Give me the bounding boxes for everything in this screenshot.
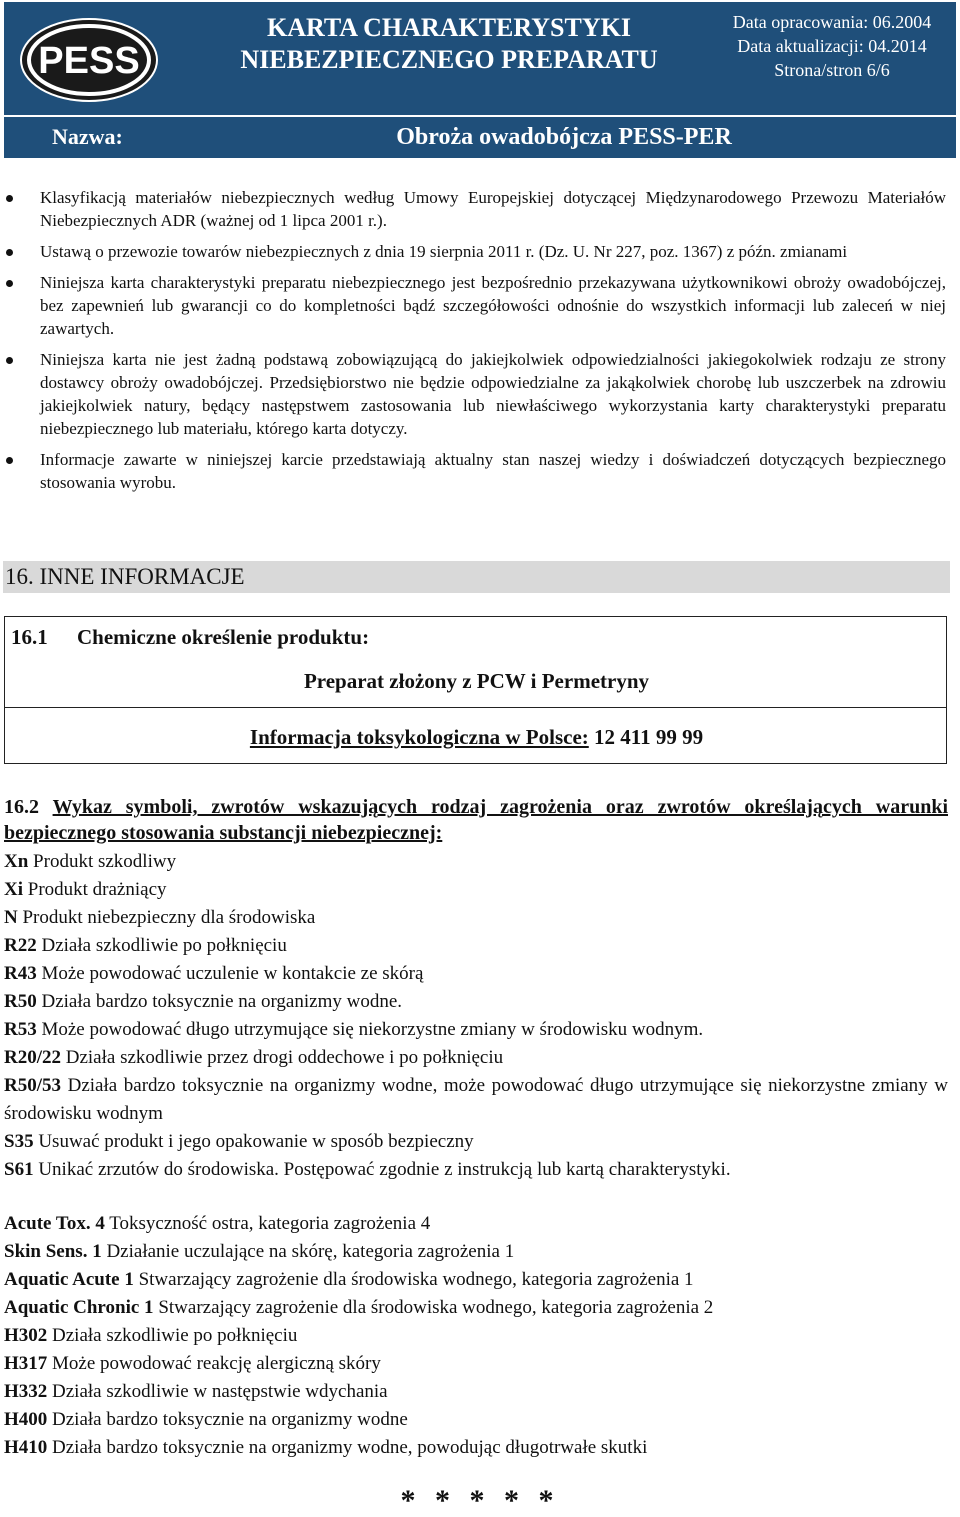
- phrase-row: R53 Może powodować długo utrzymujące się niekorzystne zmiany w środowisku wodnym.: [4, 1019, 704, 1040]
- document-title: [214, 12, 684, 76]
- phrase-row: N Produkt niebezpieczny dla środowiska: [4, 907, 316, 928]
- hazard-row: H410 Działa bardzo toksycznie na organizmy wodne, powodując długotrwałe skutki: [4, 1437, 648, 1458]
- chemical-description: Preparat złożony z PCW i Permetryny: [303, 669, 650, 693]
- hazard-row: H400 Działa bardzo toksycznie na organizmy wodne: [4, 1409, 408, 1430]
- phrase-row: S35 Usuwać produkt i jego opakowanie w sposób bezpieczny: [4, 1131, 474, 1152]
- hazard-row: Acute Tox. 4 Toksyczność ostra, kategoria zagrożenia 4: [4, 1213, 431, 1234]
- subsection-title: Wykaz symboli, zwrotów wskazujących rodzaj zagrożenia oraz zwrotów określających warunki bezpiecznego stosowania substancji niebezpiecznej:: [4, 796, 949, 844]
- phrase-row: R50 Działa bardzo toksycznie na organizmy wodne.: [4, 991, 403, 1012]
- section-16-heading: 16. INNE INFORMACJE: [3, 561, 950, 593]
- bullet-icon: [6, 249, 13, 256]
- header-top: [4, 2, 956, 114]
- hazard-row: H302 Działa szkodliwie po połknięciu: [4, 1325, 298, 1346]
- toxicology-info: [5, 725, 948, 750]
- phrase-row: R50/53 Działa bardzo toksycznie na organizmy wodne, może powodować długo utrzymujące się niekorzystne zmiany w środowisku wodnym: [4, 1075, 948, 1124]
- list-item: Niniejsza karta nie jest żadną podstawą zobowiązującą do jakiejkolwiek odpowiedzialności jakiegokolwiek rodzaju ze strony dostawcy obroży owadobójczej. Przedsiębiorstwo nie będzie odpowiedzialne za jakąkolwiek chorobę lub uszczerbek na zdrowiu jakiejkolwiek natury, będący następstwem zastosowania lub niewłaściwego wykorzystania karty charakterystyki preparatu niebezpiecznego lub materiału, którego karta dotyczy.: [0, 348, 960, 440]
- end-of-document-mark: * * * * *: [400, 1484, 560, 1517]
- bullet-icon: [6, 195, 13, 202]
- header-divider: [4, 115, 956, 117]
- page-number: Strona/stron 6/6: [774, 60, 890, 80]
- product-name: Obroża owadobójcza PESS-PER: [396, 124, 732, 150]
- phrase-row: S61 Unikać zrzutów do środowiska. Postępować zgodnie z instrukcją lub kartą charakterystyki.: [4, 1159, 731, 1180]
- svg-text:PESS: PESS: [38, 40, 140, 82]
- document-meta: [716, 10, 948, 82]
- toxicology-phone: 12 411 99 99: [594, 725, 704, 749]
- list-item: Informacje zawarte w niniejszej karcie przedstawiają aktualny stan naszej wiedzy i doświadczeń dotyczących bezpiecznego stosowania wyrobu.: [0, 448, 960, 494]
- box-divider: [5, 707, 946, 708]
- hazard-row: Aquatic Acute 1 Stwarzający zagrożenie dla środowiska wodnego, kategoria zagrożenia 1: [4, 1269, 694, 1290]
- date-updated: Data aktualizacji: 04.2014: [737, 36, 927, 56]
- phrase-row: Xn Produkt szkodliwy: [4, 851, 177, 872]
- document-header: [4, 2, 956, 158]
- regulations-list: [0, 186, 960, 502]
- bullet-icon: [6, 357, 13, 364]
- subsection-number: 16.1: [11, 625, 48, 649]
- bullet-icon: [6, 280, 13, 287]
- phrase-row: R22 Działa szkodliwie po połknięciu: [4, 935, 287, 956]
- product-identification-box: [4, 616, 947, 764]
- subsection-16-1-heading: [11, 625, 369, 650]
- hazard-row: H332 Działa szkodliwie w następstwie wdychania: [4, 1381, 388, 1402]
- subsection-16-2-heading: [4, 794, 948, 846]
- name-label: Nazwa:: [52, 124, 123, 149]
- subsection-title: Chemiczne określenie produktu:: [77, 625, 370, 649]
- title-line-1: KARTA CHARAKTERYSTYKI: [267, 13, 631, 42]
- pess-logo: [18, 16, 160, 104]
- subsection-number: 16.2: [4, 796, 39, 818]
- title-line-2: NIEBEZPIECZNEGO PREPARATU: [240, 45, 658, 74]
- toxicology-label: Informacja toksykologiczna w Polsce:: [249, 725, 589, 749]
- list-item: Niniejsza karta charakterystyki preparatu niebezpiecznego jest bezpośrednio przekazywana użytkownikowi obroży owadobójczej, bez zapewnień lub gwarancji co do kompletności bądź szczegółowości odnośnie do wszystkich informacji lub zaleceń w niej zawartych.: [0, 271, 960, 340]
- phrase-row: R20/22 Działa szkodliwie przez drogi oddechowe i po połknięciu: [4, 1047, 504, 1068]
- date-created: Data opracowania: 06.2004: [732, 12, 932, 32]
- bullet-icon: [6, 457, 13, 464]
- list-item: Klasyfikacją materiałów niebezpiecznych według Umowy Europejskiej dotyczącej Międzynarodowego Przewozu Materiałów Niebezpiecznych ADR (ważnej od 1 lipca 2001 r.).: [0, 186, 960, 232]
- hazard-row: Skin Sens. 1 Działanie uczulające na skórę, kategoria zagrożenia 1: [4, 1241, 515, 1262]
- hazard-row: Aquatic Chronic 1 Stwarzający zagrożenie dla środowiska wodnego, kategoria zagrożenia 2: [4, 1297, 714, 1318]
- risk-safety-phrases: [4, 848, 948, 1184]
- hazard-row: H317 Może powodować reakcję alergiczną skóry: [4, 1353, 381, 1374]
- phrase-row: Xi Produkt drażniący: [4, 879, 167, 900]
- phrase-row: R43 Może powodować uczulenie w kontakcie ze skórą: [4, 963, 424, 984]
- list-item: Ustawą o przewozie towarów niebezpiecznych z dnia 19 sierpnia 2011 r. (Dz. U. Nr 227, poz. 1367) z późn. zmianami: [0, 240, 960, 263]
- header-name-row: [4, 118, 956, 158]
- hazard-statements: [4, 1210, 948, 1462]
